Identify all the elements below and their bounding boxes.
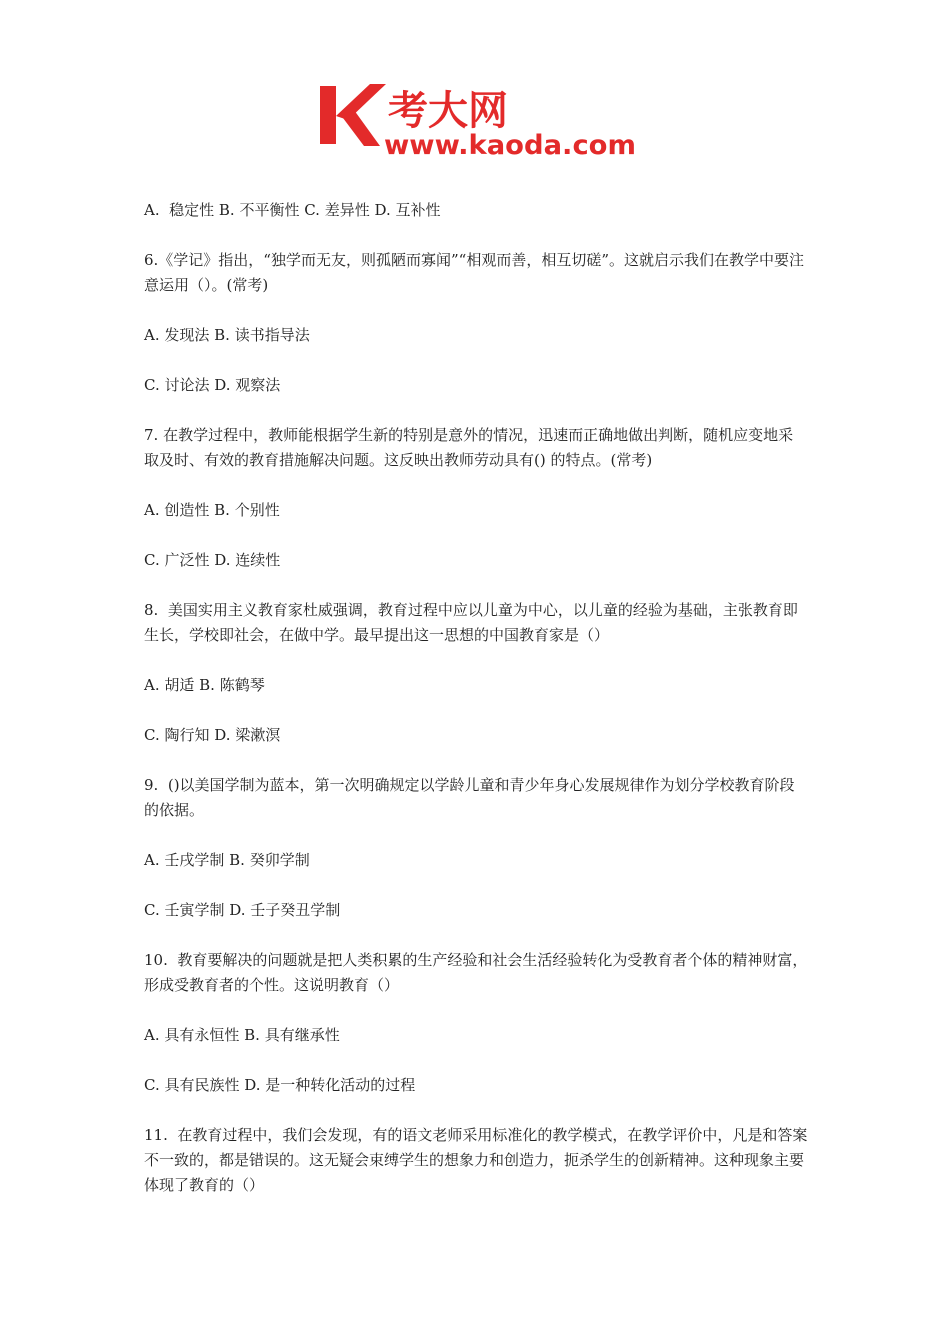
option-line-q9-cd: C. 壬寅学制 D. 壬子癸丑学制 bbox=[144, 901, 341, 919]
option-line-q5: A. 稳定性 B. 不平衡性 C. 差异性 D. 互补性 bbox=[144, 201, 441, 219]
question-11: 11. 在教育过程中，我们会发现，有的语文老师采用标准化的教学模式，在教学评价中，凡是和答案不一致的，都是错误的。这无疑会束缚学生的想象力和创造力，扼杀学生的创新精神。这种现象主要体现了教育的（） bbox=[144, 1126, 808, 1194]
logo-k-mark bbox=[320, 84, 386, 146]
option-line-q7-ab: A. 创造性 B. 个别性 bbox=[144, 501, 280, 519]
option-line-q6-cd: C. 讨论法 D. 观察法 bbox=[144, 376, 281, 394]
question-8: 8. 美国实用主义教育家杜威强调，教育过程中应以儿童为中心，以儿童的经验为基础，主张教育即生长，学校即社会，在做中学。最早提出这一思想的中国教育家是（） bbox=[144, 601, 798, 644]
question-7: 7. 在教学过程中，教师能根据学生新的特别是意外的情况，迅速而正确地做出判断，随机应变地采取及时、有效的教育措施解决问题。这反映出教师劳动具有() 的特点。(常考) bbox=[144, 426, 794, 469]
kaoda-logo-graphic bbox=[318, 80, 640, 160]
question-6: 6.《学记》指出，“独学而无友，则孤陋而寡闻”“相观而善，相互切磋”。这就启示我们在教学中要注意运用（）。(常考) bbox=[144, 251, 804, 294]
option-line-q8-cd: C. 陶行知 D. 梁漱溟 bbox=[144, 726, 281, 744]
logo-brand-text: 考大网 bbox=[388, 88, 508, 134]
option-line-q10-cd: C. 具有民族性 D. 是一种转化活动的过程 bbox=[144, 1076, 416, 1094]
site-logo[interactable] bbox=[318, 80, 640, 160]
question-10: 10. 教育要解决的问题就是把人类积累的生产经验和社会生活经验转化为受教育者个体的精神财富，形成受教育者的个性。这说明教育（） bbox=[144, 951, 808, 994]
option-line-q7-cd: C. 广泛性 D. 连续性 bbox=[144, 551, 281, 569]
logo-url-text: www.kaoda.com bbox=[384, 130, 636, 160]
question-9: 9. ()以美国学制为蓝本，第一次明确规定以学龄儿童和青少年身心发展规律作为划分学校教育阶段的依据。 bbox=[144, 776, 795, 819]
option-line-q8-ab: A. 胡适 B. 陈鹤琴 bbox=[144, 676, 265, 694]
document-body bbox=[144, 198, 808, 1223]
option-line-q6-ab: A. 发现法 B. 读书指导法 bbox=[144, 326, 310, 344]
option-line-q10-ab: A. 具有永恒性 B. 具有继承性 bbox=[144, 1026, 340, 1044]
option-line-q9-ab: A. 壬戌学制 B. 癸卯学制 bbox=[144, 851, 310, 869]
